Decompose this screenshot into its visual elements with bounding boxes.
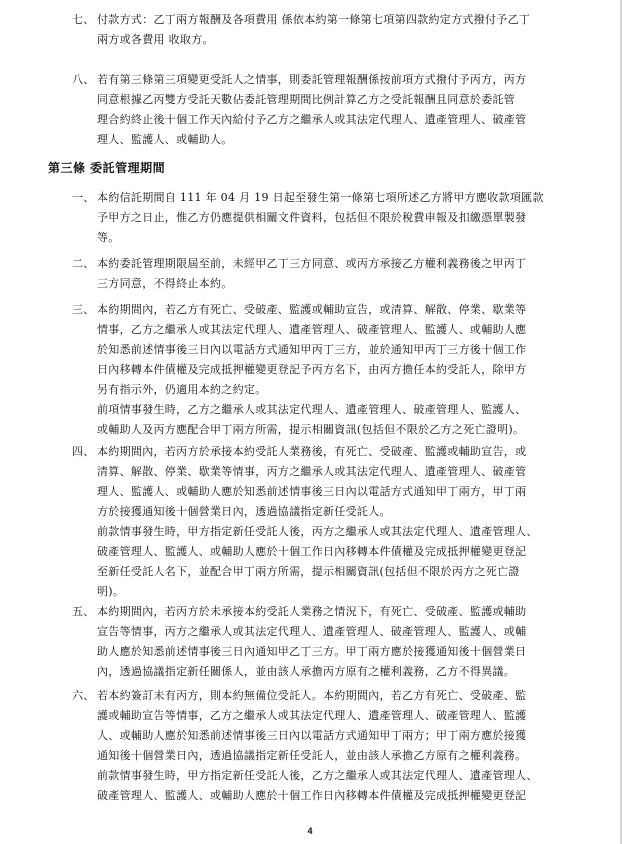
clause-subline: 破產管理人、監護人、或輔助人應於十個工作日內移轉本件債權及完成抵押權變更登記: [97, 789, 527, 802]
page-number: 4: [307, 826, 313, 836]
clause-line: 另有指示外，仍適用本約之約定。: [97, 383, 267, 396]
clause-line: 本約委託管理期限屆至前，未經甲乙丁三方同意、或丙方承接乙方權利義務後之甲丙丁: [97, 257, 527, 270]
clause-subline: 至新任受託人名下，並配合甲丁兩方所需，提示相關資訊(包括但不限於丙方之死亡證: [97, 565, 520, 578]
clause-number: 一、: [72, 191, 95, 204]
clause-subline: 前款情事發生時，甲方指定新任受託人後，乙方之繼承人或其法定代理人、遺產管理人、: [97, 769, 538, 782]
clause-line: 清算、解散、停業、歇業等情事，丙方之繼承人或其法定代理人、遺產管理人、破產管: [97, 465, 527, 478]
clause-number: 八、: [72, 73, 95, 86]
clause-number: 五、: [72, 605, 95, 618]
clause-line: 理人、監護人、或輔助人。: [97, 133, 233, 146]
clause-line: 日內移轉本件債權及完成抵押權變更登記予丙方名下，由丙方擔任本約受託人，除甲方: [97, 363, 527, 376]
clause-line: 方於接獲通知後十個營業日內，透過協議指定新任受託人。: [97, 505, 391, 518]
clause-number: 六、: [72, 689, 95, 702]
clause-number: 二、: [72, 257, 95, 270]
clause-subline: 前款情事發生時，甲方指定新任受託人後，丙方之繼承人或其法定代理人、遺產管理人、: [97, 525, 538, 538]
clause-line: 若本約簽訂未有丙方，則本約無備位受託人。本約期間內，若乙方有死亡、受破產、監: [97, 689, 527, 702]
clause-subline: 破產管理人、監護人、或輔助人應於十個工作日內移轉本件債權及完成抵押權變更登記: [97, 545, 527, 558]
clause-subline: 前項情事發生時，乙方之繼承人或其法定代理人、遺產管理人、破產管理人、監護人、: [97, 403, 527, 416]
clause-line: 情事，乙方之繼承人或其法定代理人、遺產管理人、破產管理人、監護人、或輔助人應: [97, 323, 527, 336]
clause-line: 予甲方之日止，惟乙方仍應提供相關文件資料，包括但不限於稅費申報及扣繳憑單製發: [97, 211, 527, 224]
clause-line: 三方同意，不得終止本約。: [97, 277, 233, 290]
clause-line: 若有第三條第三項變更受託人之情事，則委託管理報酬係按前項方式撥付予丙方，丙方: [97, 73, 527, 86]
clause-line: 等。: [97, 231, 120, 244]
clause-line: 理人、監護人、或輔助人應於知悉前述情事後三日內以電話方式通知甲丁兩方，甲丁兩: [97, 485, 527, 498]
clause-number: 四、: [72, 445, 95, 458]
article-heading: 第三條 委託管理期間: [48, 161, 166, 175]
clause-line: 本約期間內，若丙方於承接本約受託人業務後，有死亡、受破產、監護或輔助宣告，或: [97, 445, 527, 458]
clause-line: 本約信託期間自 111 年 04 月 19 日起至發生第一條第七項所述乙方將甲方應收款項匯款: [97, 191, 544, 204]
clause-line: 助人應於知悉前述情事後三日內通知甲乙丁三方。甲丁兩方應於接獲通知後十個營業日: [97, 645, 527, 658]
clause-subline: 明)。: [97, 585, 125, 598]
clause-line: 宣告等情事，丙方之繼承人或其法定代理人、遺產管理人、破產管理人、監護人、或輔: [97, 625, 527, 638]
clause-number: 三、: [72, 303, 95, 316]
clause-line: 同意根據乙丙雙方受託天數佔委託管理期間比例計算乙方之受託報酬且同意於委託管: [97, 93, 516, 106]
clause-line: 本約期間內，若丙方於未承接本約受託人業務之情況下，有死亡、受破產、監護或輔助: [97, 605, 527, 618]
clause-line: 護或輔助宣告等情事，乙方之繼承人或其法定代理人、遺產管理人、破產管理人、監護: [97, 709, 527, 722]
clause-line: 本約期間內，若乙方有死亡、受破產、監護或輔助宣告，或清算、解散、停業、歇業等: [97, 303, 527, 316]
clause-line: 通知後十個營業日內，透過協議指定新任受託人，並由該人承擔乙方原有之權利義務。: [97, 749, 527, 762]
clause-number: 七、: [72, 13, 95, 26]
clause-line: 理合約終止後十個工作天內給付予乙方之繼承人或其法定代理人、遺產管理人、破產管: [97, 113, 527, 126]
clause-line: 內，透過協議指定新任關係人，並由該人承擔丙方原有之權利義務，乙方不得異議。: [97, 665, 516, 678]
clause-line: 兩方或各費用 收取方。: [97, 33, 214, 46]
clause-line: 付款方式：乙丁兩方報酬及各項費用 係依本約第一條第七項第四款約定方式撥付予乙丁: [97, 13, 531, 26]
clause-line: 於知悉前述情事後三日內以電話方式通知甲丙丁三方，並於通知甲丙丁三方後十個工作: [97, 343, 527, 356]
clause-line: 人、或輔助人應於知悉前述情事後三日內以電話方式通知甲丁兩方；甲丁兩方應於接獲: [97, 729, 527, 742]
clause-subline: 或輔助人及丙方應配合甲丁兩方所需，提示相關資訊(包括但不限於乙方之死亡證明)。: [97, 423, 525, 436]
